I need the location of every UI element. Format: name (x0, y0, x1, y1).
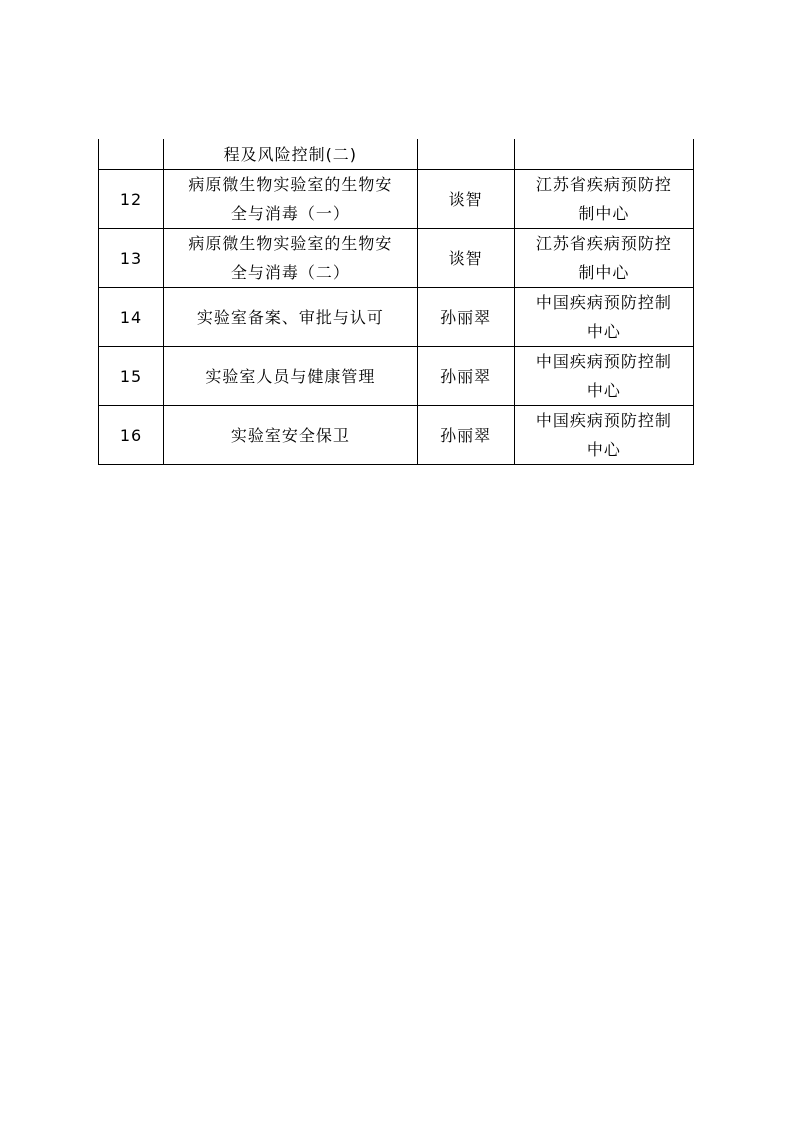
cell-organization (514, 229, 693, 288)
organization-line: 制中心 (578, 204, 630, 223)
cell-organization (514, 139, 693, 170)
title-line: 病原微生物实验室的生物安 (188, 175, 393, 194)
cell-organization (514, 170, 693, 229)
cell-no: 13 (99, 229, 164, 288)
title-line: 实验室人员与健康管理 (205, 366, 376, 386)
organization-line: 江苏省疾病预防控 (535, 234, 672, 253)
title-line: 全与消毒（一） (230, 204, 350, 223)
cell-lecturer: 孙丽翠 (417, 347, 514, 406)
title-line: 实验室安全保卫 (230, 425, 350, 445)
cell-title (164, 229, 417, 288)
table-row (99, 406, 694, 465)
cell-title: 程及风险控制(二) (164, 139, 417, 170)
organization-line: 江苏省疾病预防控 (535, 175, 672, 194)
organization-line: 中心 (586, 381, 621, 400)
cell-no: 12 (99, 170, 164, 229)
organization-line: 制中心 (578, 263, 630, 282)
organization-line: 中心 (586, 440, 621, 459)
course-schedule-table (98, 139, 694, 465)
cell-lecturer: 孙丽翠 (417, 288, 514, 347)
table-row (99, 347, 694, 406)
cell-lecturer: 谈智 (417, 170, 514, 229)
cell-title (164, 288, 417, 347)
cell-lecturer: 孙丽翠 (417, 406, 514, 465)
cell-lecturer (417, 139, 514, 170)
cell-no: 15 (99, 347, 164, 406)
cell-no (99, 139, 164, 170)
cell-title (164, 347, 417, 406)
cell-no: 16 (99, 406, 164, 465)
cell-lecturer: 谈智 (417, 229, 514, 288)
cell-organization (514, 347, 693, 406)
table-row-continued (99, 139, 694, 170)
organization-line: 中国疾病预防控制 (535, 411, 672, 430)
cell-title (164, 170, 417, 229)
cell-title (164, 406, 417, 465)
cell-organization (514, 288, 693, 347)
organization-line: 中国疾病预防控制 (535, 352, 672, 371)
cell-no: 14 (99, 288, 164, 347)
cell-organization (514, 406, 693, 465)
organization-line: 中国疾病预防控制 (535, 293, 672, 312)
table-row (99, 229, 694, 288)
title-line: 全与消毒（二） (230, 263, 350, 282)
table-row (99, 170, 694, 229)
title-line: 实验室备案、审批与认可 (196, 307, 384, 327)
title-line: 病原微生物实验室的生物安 (188, 234, 393, 253)
table-row (99, 288, 694, 347)
organization-line: 中心 (586, 322, 621, 341)
